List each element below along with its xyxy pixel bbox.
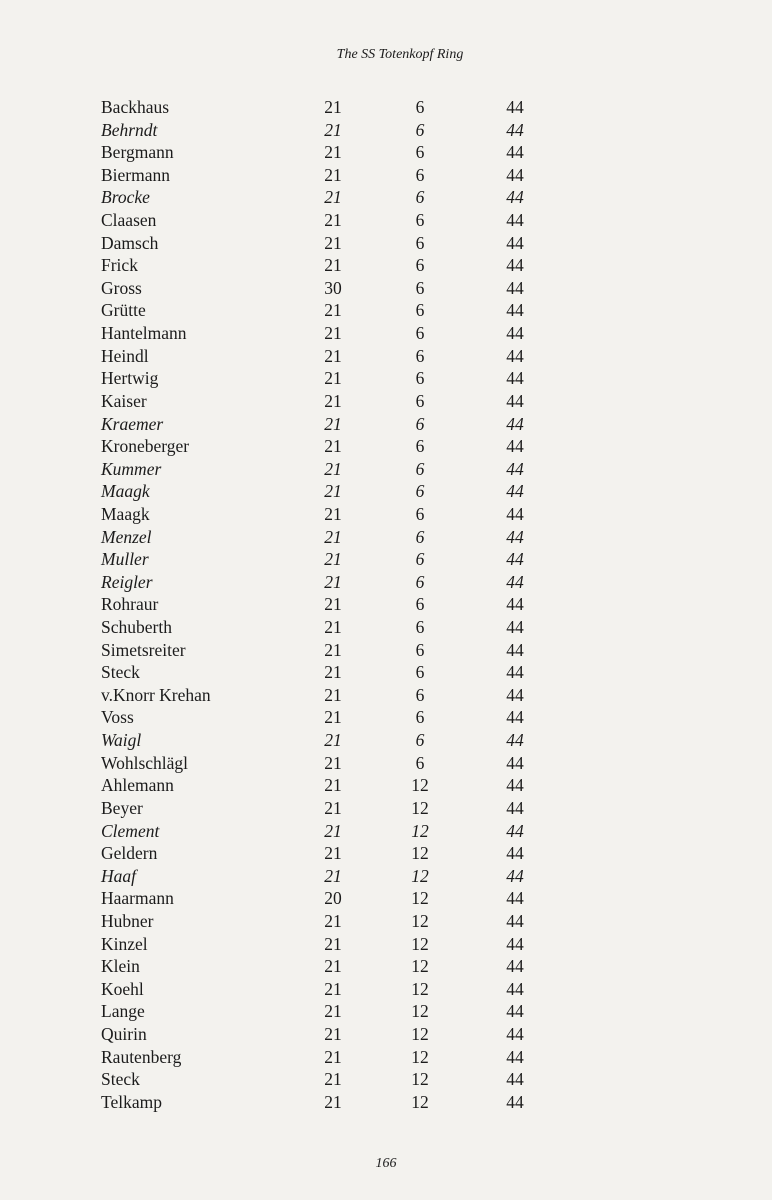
row-value-c: 44 <box>506 1091 524 1112</box>
row-value-a: 21 <box>324 1023 342 1044</box>
row-value-b: 6 <box>415 526 425 547</box>
row-value-c: 44 <box>506 458 524 479</box>
table-row <box>0 616 772 639</box>
row-value-a: 21 <box>324 639 342 660</box>
row-value-c: 44 <box>506 549 524 570</box>
row-value-a: 21 <box>324 1001 342 1022</box>
row-name: Heindl <box>101 345 149 366</box>
row-name: Rohraur <box>101 594 159 615</box>
row-value-a: 21 <box>324 390 342 411</box>
row-value-c: 44 <box>506 617 524 638</box>
row-name: Geldern <box>101 843 158 864</box>
row-value-b: 12 <box>411 820 429 841</box>
row-value-a: 21 <box>324 503 342 524</box>
row-name: Quirin <box>101 1023 147 1044</box>
row-name: Ahlemann <box>101 775 174 796</box>
row-value-c: 44 <box>506 865 524 886</box>
row-value-b: 6 <box>415 503 425 524</box>
row-value-c: 44 <box>506 481 524 502</box>
table-row <box>0 1046 772 1069</box>
row-value-b: 6 <box>415 413 425 434</box>
row-name: Bergmann <box>101 142 174 163</box>
row-value-a: 21 <box>324 820 342 841</box>
row-value-c: 44 <box>506 888 524 909</box>
row-name: Schuberth <box>101 617 172 638</box>
row-value-b: 6 <box>415 97 425 117</box>
row-value-c: 44 <box>506 210 524 231</box>
row-value-a: 21 <box>324 978 342 999</box>
row-name: Brocke <box>101 187 150 208</box>
table-row <box>0 164 772 187</box>
row-value-a: 21 <box>324 1046 342 1067</box>
table-row <box>0 593 772 616</box>
table-row <box>0 639 772 662</box>
row-value-c: 44 <box>506 956 524 977</box>
row-value-b: 6 <box>415 571 425 592</box>
row-value-b: 6 <box>415 594 425 615</box>
row-value-c: 44 <box>506 413 524 434</box>
row-name: Menzel <box>101 526 152 547</box>
row-value-a: 30 <box>324 277 342 298</box>
row-value-b: 6 <box>415 345 425 366</box>
row-value-b: 6 <box>415 187 425 208</box>
table-row <box>0 141 772 164</box>
row-name: Hubner <box>101 910 154 931</box>
row-value-c: 44 <box>506 775 524 796</box>
row-value-a: 21 <box>324 255 342 276</box>
row-value-a: 21 <box>324 865 342 886</box>
row-value-c: 44 <box>506 639 524 660</box>
row-value-b: 12 <box>411 843 429 864</box>
row-value-b: 6 <box>415 142 425 163</box>
row-value-b: 6 <box>415 300 425 321</box>
table-row <box>0 209 772 232</box>
table-row <box>0 887 772 910</box>
table-row <box>0 978 772 1001</box>
row-name: Haaf <box>101 865 136 886</box>
row-value-b: 12 <box>411 1023 429 1044</box>
row-value-b: 12 <box>411 956 429 977</box>
row-value-a: 21 <box>324 1091 342 1112</box>
row-value-a: 21 <box>324 210 342 231</box>
row-value-a: 21 <box>324 97 342 117</box>
row-value-b: 6 <box>415 549 425 570</box>
row-name: Wohlschlägl <box>101 752 189 773</box>
row-value-b: 6 <box>415 752 425 773</box>
row-value-a: 21 <box>324 345 342 366</box>
row-value-c: 44 <box>506 843 524 864</box>
row-value-c: 44 <box>506 142 524 163</box>
row-value-c: 44 <box>506 797 524 818</box>
row-value-a: 21 <box>324 368 342 389</box>
row-name: Maagk <box>101 481 150 502</box>
row-value-b: 6 <box>415 639 425 660</box>
row-value-b: 6 <box>415 119 425 140</box>
row-value-a: 21 <box>324 1069 342 1090</box>
table-row <box>0 842 772 865</box>
table-row <box>0 186 772 209</box>
row-name: Kraemer <box>101 413 164 434</box>
row-value-c: 44 <box>506 164 524 185</box>
table-row <box>0 933 772 956</box>
row-value-c: 44 <box>506 752 524 773</box>
row-value-c: 44 <box>506 368 524 389</box>
table-row <box>0 797 772 820</box>
name-list-table <box>0 96 772 1113</box>
row-value-c: 44 <box>506 1046 524 1067</box>
row-value-a: 21 <box>324 436 342 457</box>
row-value-a: 21 <box>324 684 342 705</box>
row-value-c: 44 <box>506 1023 524 1044</box>
row-value-c: 44 <box>506 97 524 117</box>
row-value-b: 12 <box>411 1046 429 1067</box>
table-row <box>0 345 772 368</box>
row-value-c: 44 <box>506 345 524 366</box>
table-row <box>0 367 772 390</box>
table-row <box>0 1091 772 1114</box>
row-value-b: 6 <box>415 368 425 389</box>
row-name: Backhaus <box>101 97 170 117</box>
row-name: Voss <box>101 707 134 728</box>
row-value-c: 44 <box>506 119 524 140</box>
row-value-b: 6 <box>415 210 425 231</box>
row-value-a: 21 <box>324 187 342 208</box>
row-name: Kroneberger <box>101 436 190 457</box>
row-value-b: 12 <box>411 865 429 886</box>
row-value-b: 6 <box>415 277 425 298</box>
row-value-c: 44 <box>506 594 524 615</box>
row-value-b: 12 <box>411 775 429 796</box>
row-value-b: 6 <box>415 458 425 479</box>
row-value-c: 44 <box>506 390 524 411</box>
row-value-a: 21 <box>324 707 342 728</box>
table-row <box>0 752 772 775</box>
row-name: Hantelmann <box>101 323 187 344</box>
row-name: v.Knorr Krehan <box>101 684 211 705</box>
row-value-b: 6 <box>415 323 425 344</box>
row-value-a: 21 <box>324 526 342 547</box>
table-row <box>0 774 772 797</box>
table-row <box>0 729 772 752</box>
row-value-c: 44 <box>506 662 524 683</box>
row-value-a: 21 <box>324 594 342 615</box>
row-value-c: 44 <box>506 684 524 705</box>
row-value-a: 21 <box>324 549 342 570</box>
row-value-a: 21 <box>324 413 342 434</box>
row-value-b: 12 <box>411 1091 429 1112</box>
table-row <box>0 503 772 526</box>
row-value-a: 21 <box>324 752 342 773</box>
row-value-a: 21 <box>324 142 342 163</box>
row-value-c: 44 <box>506 436 524 457</box>
row-value-b: 6 <box>415 164 425 185</box>
row-name: Grütte <box>101 300 146 321</box>
row-value-b: 6 <box>415 730 425 751</box>
row-value-a: 21 <box>324 956 342 977</box>
row-name: Muller <box>101 549 149 570</box>
row-value-c: 44 <box>506 571 524 592</box>
row-name: Behrndt <box>101 119 158 140</box>
row-name: Kummer <box>101 458 162 479</box>
table-row <box>0 526 772 549</box>
row-name: Biermann <box>101 164 171 185</box>
row-name: Rautenberg <box>101 1046 182 1067</box>
table-row <box>0 1023 772 1046</box>
row-value-a: 21 <box>324 933 342 954</box>
row-name: Gross <box>101 277 142 298</box>
row-name: Kinzel <box>101 933 148 954</box>
row-name: Claasen <box>101 210 157 231</box>
row-value-a: 21 <box>324 571 342 592</box>
row-value-b: 12 <box>411 797 429 818</box>
table-row <box>0 119 772 142</box>
table-row <box>0 910 772 933</box>
row-value-a: 21 <box>324 458 342 479</box>
row-value-b: 12 <box>411 888 429 909</box>
row-value-b: 12 <box>411 1069 429 1090</box>
row-value-a: 21 <box>324 119 342 140</box>
row-name: Maagk <box>101 503 150 524</box>
row-value-b: 6 <box>415 232 425 253</box>
row-value-c: 44 <box>506 300 524 321</box>
row-value-a: 21 <box>324 797 342 818</box>
row-value-c: 44 <box>506 503 524 524</box>
running-header: The SS Totenkopf Ring <box>336 47 464 62</box>
row-value-c: 44 <box>506 978 524 999</box>
row-value-b: 6 <box>415 707 425 728</box>
table-row <box>0 232 772 255</box>
row-value-a: 21 <box>324 232 342 253</box>
table-row <box>0 277 772 300</box>
table-row <box>0 322 772 345</box>
row-name: Frick <box>101 255 138 276</box>
table-row <box>0 1000 772 1023</box>
row-name: Hertwig <box>101 368 159 389</box>
row-name: Reigler <box>101 571 153 592</box>
table-row <box>0 661 772 684</box>
page-number: 166 <box>375 1156 397 1171</box>
row-value-c: 44 <box>506 187 524 208</box>
row-value-a: 21 <box>324 323 342 344</box>
table-row <box>0 548 772 571</box>
row-value-c: 44 <box>506 1001 524 1022</box>
table-row <box>0 435 772 458</box>
row-name: Beyer <box>101 797 143 818</box>
row-value-b: 6 <box>415 481 425 502</box>
row-value-c: 44 <box>506 232 524 253</box>
table-row <box>0 706 772 729</box>
table-row <box>0 684 772 707</box>
row-value-c: 44 <box>506 707 524 728</box>
row-value-c: 44 <box>506 910 524 931</box>
row-value-b: 12 <box>411 910 429 931</box>
table-row <box>0 480 772 503</box>
row-name: Lange <box>101 1001 145 1022</box>
row-value-c: 44 <box>506 933 524 954</box>
row-value-a: 21 <box>324 775 342 796</box>
table-row <box>0 1068 772 1091</box>
row-name: Kaiser <box>101 390 147 411</box>
table-row <box>0 254 772 277</box>
row-name: Simetsreiter <box>101 639 186 660</box>
row-value-a: 21 <box>324 910 342 931</box>
row-value-a: 21 <box>324 730 342 751</box>
row-value-a: 21 <box>324 843 342 864</box>
row-name: Damsch <box>101 232 159 253</box>
row-name: Waigl <box>101 730 142 751</box>
row-value-c: 44 <box>506 1069 524 1090</box>
table-row <box>0 299 772 322</box>
table-row <box>0 571 772 594</box>
table-row <box>0 96 772 119</box>
row-value-c: 44 <box>506 820 524 841</box>
row-value-b: 6 <box>415 390 425 411</box>
row-value-a: 21 <box>324 164 342 185</box>
row-name: Clement <box>101 820 160 841</box>
row-value-a: 20 <box>324 888 342 909</box>
row-name: Klein <box>101 956 140 977</box>
table-row <box>0 390 772 413</box>
row-name: Steck <box>101 662 140 683</box>
row-name: Steck <box>101 1069 140 1090</box>
row-name: Telkamp <box>101 1091 162 1112</box>
row-name: Haarmann <box>101 888 174 909</box>
row-value-b: 12 <box>411 1001 429 1022</box>
table-row <box>0 865 772 888</box>
row-value-b: 6 <box>415 684 425 705</box>
table-row <box>0 820 772 843</box>
row-value-c: 44 <box>506 323 524 344</box>
row-value-c: 44 <box>506 526 524 547</box>
row-name: Koehl <box>101 978 144 999</box>
row-value-b: 6 <box>415 617 425 638</box>
row-value-c: 44 <box>506 255 524 276</box>
row-value-a: 21 <box>324 617 342 638</box>
table-row <box>0 955 772 978</box>
row-value-c: 44 <box>506 730 524 751</box>
row-value-b: 6 <box>415 436 425 457</box>
row-value-a: 21 <box>324 662 342 683</box>
table-row <box>0 413 772 436</box>
row-value-c: 44 <box>506 277 524 298</box>
row-value-a: 21 <box>324 300 342 321</box>
row-value-b: 12 <box>411 978 429 999</box>
row-value-a: 21 <box>324 481 342 502</box>
table-row <box>0 458 772 481</box>
row-value-b: 12 <box>411 933 429 954</box>
row-value-b: 6 <box>415 255 425 276</box>
row-value-b: 6 <box>415 662 425 683</box>
